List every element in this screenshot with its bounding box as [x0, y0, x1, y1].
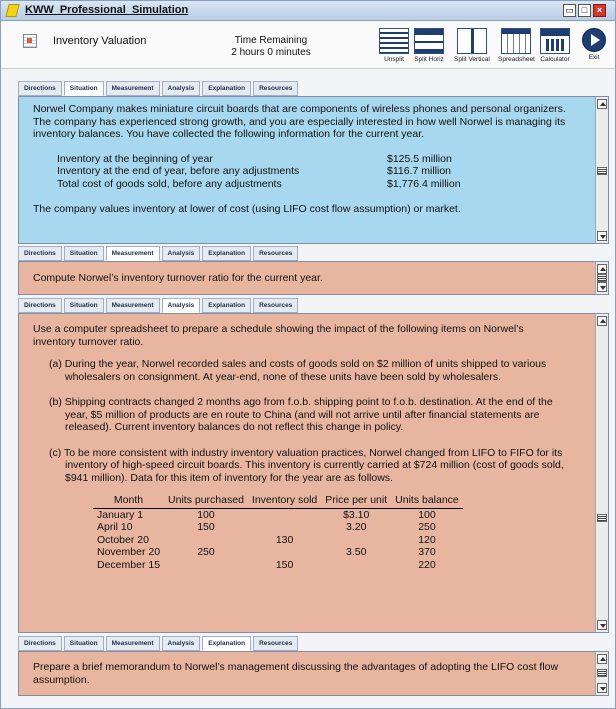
tab-situation[interactable]: Situation — [64, 246, 104, 261]
tab-resources[interactable]: Resources — [253, 636, 298, 651]
split-horizontal-label: Split Horiz — [414, 56, 444, 63]
tab-analysis[interactable]: Analysis — [162, 246, 201, 261]
spreadsheet-icon — [501, 28, 531, 54]
table-cell — [164, 559, 248, 572]
situation-closing: The company values inventory at lower of cost (using LIFO cost flow assumption) or market. — [33, 203, 461, 215]
scroll-up-arrow-icon[interactable] — [597, 264, 607, 274]
tab-bar-analysis-pane — [18, 298, 298, 313]
table-cell: 100 — [418, 508, 436, 521]
explanation-panel — [18, 651, 609, 696]
tab-situation[interactable]: Situation — [64, 636, 104, 651]
table-cell: December 15 — [97, 558, 161, 571]
column-header-price-per-unit: Price per unit — [321, 494, 391, 508]
analysis-item-text: (a) During the year, Norwel recorded sales and costs of goods sold on $2 million of units shipped to various wholesalers on consignment. At year-end, none of these units have been sold by wholesalers. — [49, 358, 547, 383]
table-cell: 3.50 — [346, 546, 367, 558]
column-header-units-balance: Units balance — [391, 494, 463, 508]
data-value: $1,776.4 million — [387, 177, 461, 190]
split-horizontal-icon — [414, 28, 444, 54]
table-cell: October 20 — [97, 533, 149, 546]
table-row — [93, 508, 463, 521]
table-cell: April 10 — [97, 521, 133, 533]
table-cell: 150 — [275, 558, 294, 571]
scroll-thumb[interactable] — [597, 514, 607, 522]
tab-explanation[interactable]: Explanation — [202, 298, 251, 313]
table-cell — [164, 534, 248, 547]
situation-scrollbar[interactable] — [595, 97, 608, 243]
calculator-icon — [540, 28, 570, 54]
tab-situation[interactable]: Situation — [64, 298, 104, 313]
split-horizontal-button[interactable] — [414, 28, 444, 63]
analysis-item-b — [49, 396, 568, 434]
spreadsheet-button[interactable] — [498, 28, 535, 63]
table-cell: 3.20 — [346, 521, 367, 533]
table-cell — [321, 559, 391, 572]
table-cell: 130 — [275, 533, 294, 546]
scroll-down-arrow-icon[interactable] — [597, 231, 607, 241]
tab-analysis[interactable]: Analysis — [162, 298, 201, 313]
inventory-table — [93, 494, 463, 571]
data-row — [57, 153, 568, 166]
split-vertical-label: Split Vertical — [454, 56, 490, 63]
tab-explanation[interactable]: Explanation — [202, 81, 251, 96]
document-icon — [23, 34, 37, 48]
unsplit-button[interactable] — [379, 28, 409, 63]
data-label: Inventory at the end of year, before any adjustments — [57, 165, 300, 177]
table-cell — [248, 521, 321, 534]
table-cell — [321, 534, 391, 547]
tab-measurement[interactable]: Measurement — [106, 298, 160, 313]
scroll-down-arrow-icon[interactable] — [597, 282, 607, 292]
tab-situation[interactable]: Situation — [64, 81, 104, 96]
table-cell: 100 — [197, 508, 215, 521]
measurement-text: Compute Norwel’s inventory turnover ratio for the current year. — [33, 272, 323, 284]
measurement-scrollbar[interactable] — [595, 262, 608, 294]
analysis-intro: Use a computer spreadsheet to prepare a schedule showing the impact of the following items on Norwel’s inventory turnover ratio. — [33, 323, 524, 348]
analysis-panel — [18, 313, 609, 633]
table-cell — [248, 546, 321, 559]
exit-button[interactable] — [582, 28, 606, 61]
tab-resources[interactable]: Resources — [253, 246, 298, 261]
time-remaining-label: Time Remaining — [234, 35, 308, 46]
tab-bar-measurement-pane — [18, 246, 298, 261]
data-label: Inventory at the beginning of year — [57, 152, 213, 165]
table-row — [93, 521, 463, 534]
table-cell — [248, 508, 321, 521]
scroll-down-arrow-icon[interactable] — [597, 683, 607, 693]
tab-explanation[interactable]: Explanation — [202, 246, 251, 261]
scroll-up-arrow-icon[interactable] — [597, 99, 607, 109]
data-label: Total cost of goods sold, before any adjustments — [57, 177, 282, 190]
measurement-panel — [18, 261, 609, 295]
tab-measurement[interactable]: Measurement — [106, 636, 160, 651]
analysis-scrollbar[interactable] — [595, 314, 608, 632]
data-row — [57, 178, 568, 191]
explanation-text: Prepare a brief memorandum to Norwel’s management discussing the advantages of adopting the LIFO cost flow assumption. — [33, 661, 559, 686]
table-cell: January 1 — [97, 508, 144, 521]
data-value: $116.7 million — [387, 165, 452, 177]
maximize-button[interactable]: □ — [578, 4, 591, 17]
time-remaining-value: 2 hours 0 minutes — [231, 47, 311, 58]
title-bar — [1, 1, 615, 21]
table-cell: November 20 — [97, 546, 161, 558]
data-row — [57, 165, 568, 178]
tab-resources[interactable]: Resources — [253, 81, 298, 96]
analysis-item-a — [49, 358, 568, 383]
table-cell: 250 — [197, 546, 215, 558]
simulation-subject: Inventory Valuation — [53, 35, 147, 47]
tab-resources[interactable]: Resources — [253, 298, 298, 313]
situation-intro: Norwel Company makes miniature circuit boards that are components of wireless phones and personal organizers. The company has experienced strong growth, and you are especially interested in how well Norwel is managing its inventory balances. You have collected the following information for the current year. — [33, 103, 566, 140]
tab-directions[interactable]: Directions — [18, 81, 62, 96]
tab-bar-situation-pane — [18, 81, 298, 96]
tab-directions[interactable]: Directions — [18, 298, 62, 313]
tab-explanation[interactable]: Explanation — [202, 636, 251, 651]
split-vertical-button[interactable] — [454, 28, 490, 63]
table-header-row — [93, 494, 463, 508]
minimize-button[interactable]: ▭ — [563, 4, 576, 17]
data-value: $125.5 million — [387, 152, 452, 165]
scroll-down-arrow-icon[interactable] — [597, 620, 607, 630]
table-row — [93, 534, 463, 547]
tab-analysis[interactable]: Analysis — [162, 81, 201, 96]
column-header-inventory-sold: Inventory sold — [248, 494, 321, 508]
calculator-button[interactable] — [540, 28, 570, 63]
close-button[interactable]: × — [593, 4, 606, 17]
app-icon — [5, 4, 19, 17]
table-cell: $3.10 — [343, 508, 370, 521]
table-row — [93, 546, 463, 559]
exit-icon — [582, 28, 606, 52]
tab-directions[interactable]: Directions — [18, 636, 62, 651]
table-cell: 220 — [418, 558, 436, 571]
tab-bar-explanation-pane — [18, 636, 298, 651]
tab-measurement[interactable]: Measurement — [106, 246, 160, 261]
table-cell: 120 — [418, 533, 436, 546]
spreadsheet-label: Spreadsheet — [498, 56, 535, 63]
column-header-month: Month — [93, 494, 164, 508]
scroll-up-arrow-icon[interactable] — [597, 654, 607, 664]
scroll-up-arrow-icon[interactable] — [597, 316, 607, 326]
analysis-item-text: (c) To be more consistent with industry inventory valuation practices, Norwel changed from LIFO to FIFO for its inventory of high-speed circuit boards. This inventory is currently carried at $724 million (cost of goods sold, $941 million). Data for this item of inventory for the year are as follows. — [49, 446, 564, 484]
scroll-thumb[interactable] — [597, 669, 607, 677]
tab-directions[interactable]: Directions — [18, 246, 62, 261]
table-cell: 150 — [197, 521, 215, 533]
analysis-item-text: (b) Shipping contracts changed 2 months ago from f.o.b. shipping point to f.o.b. destination. At the end of the year, $5 million of products are en route to China (and will not arrive until after financial statements are released). Current inventory balances do not reflect this change in policy. — [49, 396, 553, 433]
unsplit-icon — [379, 28, 409, 54]
table-cell: 250 — [418, 521, 436, 533]
unsplit-label: Unsplit — [384, 56, 404, 63]
simulation-header — [1, 22, 615, 69]
column-header-units-purchased: Units purchased — [164, 494, 248, 508]
scroll-thumb[interactable] — [597, 167, 607, 175]
table-cell: 370 — [418, 546, 436, 558]
split-vertical-icon — [457, 28, 487, 54]
analysis-item-c — [49, 447, 568, 485]
explanation-scrollbar[interactable] — [595, 652, 608, 695]
tab-analysis[interactable]: Analysis — [162, 636, 201, 651]
scroll-thumb[interactable] — [597, 274, 607, 282]
window-title: KWW_Professional_Simulation — [25, 4, 189, 16]
tab-measurement[interactable]: Measurement — [106, 81, 160, 96]
table-row — [93, 559, 463, 572]
calculator-label: Calculator — [540, 56, 570, 63]
situation-data-list — [57, 153, 568, 191]
exit-label: Exit — [588, 54, 600, 61]
situation-panel — [18, 96, 609, 244]
